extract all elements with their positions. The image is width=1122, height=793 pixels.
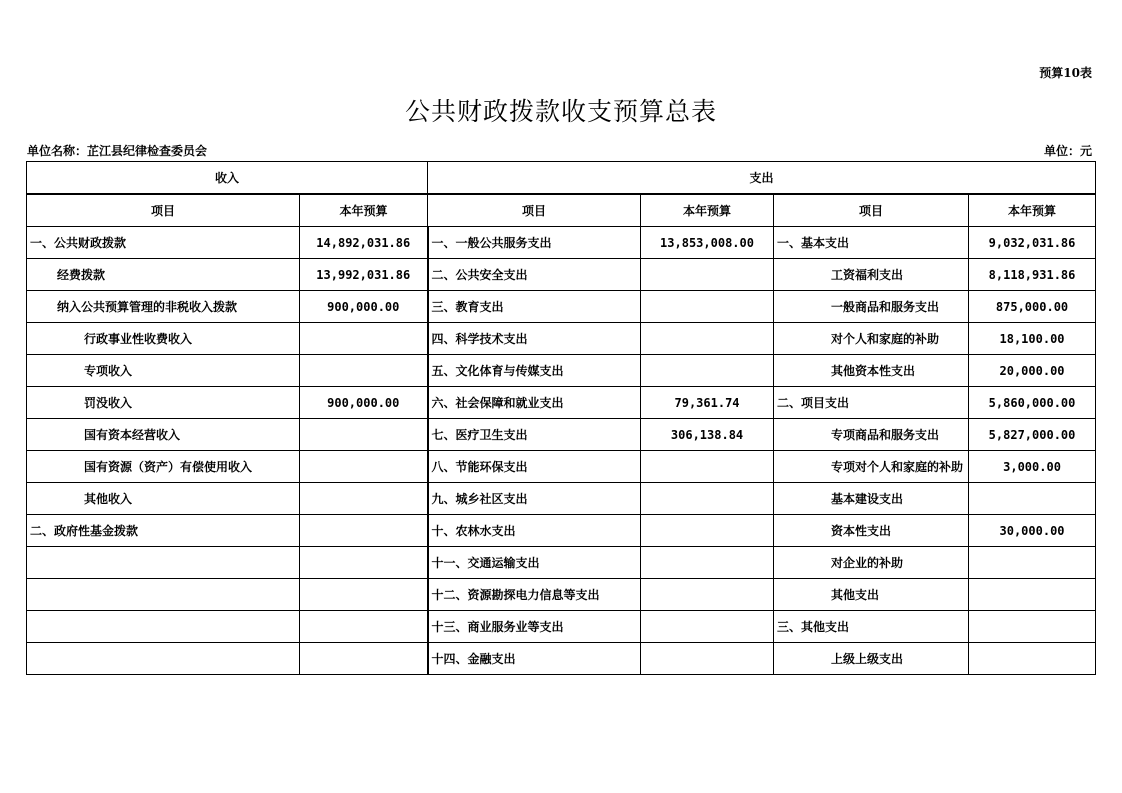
income-value-cell bbox=[300, 579, 428, 611]
income-item-cell: 罚没收入 bbox=[27, 387, 300, 419]
income-item-cell: 经费拨款 bbox=[27, 259, 300, 291]
economic-value-cell: 3,000.00 bbox=[969, 451, 1096, 483]
expense-item-header: 项目 bbox=[428, 194, 641, 227]
expense-item-cell: 九、城乡社区支出 bbox=[428, 483, 641, 515]
form-number: 预算10表 bbox=[1039, 66, 1092, 80]
income-item-cell: 二、政府性基金拨款 bbox=[27, 515, 300, 547]
table-row bbox=[27, 259, 1096, 291]
income-item-header: 项目 bbox=[27, 194, 300, 227]
economic-item-cell: 专项商品和服务支出 bbox=[774, 419, 969, 451]
income-value-cell bbox=[300, 611, 428, 643]
table-row bbox=[27, 227, 1096, 259]
expense-item-cell: 十四、金融支出 bbox=[428, 643, 641, 675]
income-item-cell: 专项收入 bbox=[27, 355, 300, 387]
economic-item-cell: 一般商品和服务支出 bbox=[774, 291, 969, 323]
economic-item-cell: 三、其他支出 bbox=[774, 611, 969, 643]
table-row bbox=[27, 547, 1096, 579]
income-value-cell: 900,000.00 bbox=[300, 291, 428, 323]
income-item-cell bbox=[27, 547, 300, 579]
expense-value-cell bbox=[641, 355, 774, 387]
economic-item-cell: 其他资本性支出 bbox=[774, 355, 969, 387]
economic-value-cell bbox=[969, 643, 1096, 675]
income-value-cell bbox=[300, 419, 428, 451]
economic-value-cell bbox=[969, 611, 1096, 643]
income-item-cell: 国有资本经营收入 bbox=[27, 419, 300, 451]
budget-table-body bbox=[27, 227, 1096, 675]
income-value-cell: 900,000.00 bbox=[300, 387, 428, 419]
expense-item-cell: 四、科学技术支出 bbox=[428, 323, 641, 355]
economic-item-cell: 专项对个人和家庭的补助 bbox=[774, 451, 969, 483]
table-row bbox=[27, 355, 1096, 387]
expense-value-cell bbox=[641, 547, 774, 579]
income-value-cell bbox=[300, 515, 428, 547]
economic-item-cell: 基本建设支出 bbox=[774, 483, 969, 515]
income-value-cell bbox=[300, 483, 428, 515]
expense-item-cell: 十一、交通运输支出 bbox=[428, 547, 641, 579]
income-value-cell: 13,992,031.86 bbox=[300, 259, 428, 291]
economic-budget-header: 本年预算 bbox=[969, 194, 1096, 227]
table-row bbox=[27, 579, 1096, 611]
expense-value-cell bbox=[641, 611, 774, 643]
income-value-cell bbox=[300, 643, 428, 675]
table-row bbox=[27, 451, 1096, 483]
expense-value-cell bbox=[641, 259, 774, 291]
income-item-cell: 国有资源（资产）有偿使用收入 bbox=[27, 451, 300, 483]
economic-value-cell: 5,860,000.00 bbox=[969, 387, 1096, 419]
table-row bbox=[27, 643, 1096, 675]
income-item-cell: 其他收入 bbox=[27, 483, 300, 515]
expense-value-cell bbox=[641, 291, 774, 323]
income-item-cell: 行政事业性收费收入 bbox=[27, 323, 300, 355]
expense-value-cell bbox=[641, 323, 774, 355]
expense-value-cell: 306,138.84 bbox=[641, 419, 774, 451]
expense-value-cell bbox=[641, 643, 774, 675]
economic-item-cell: 二、项目支出 bbox=[774, 387, 969, 419]
economic-item-cell: 上级上级支出 bbox=[774, 643, 969, 675]
income-value-cell bbox=[300, 323, 428, 355]
economic-value-cell: 20,000.00 bbox=[969, 355, 1096, 387]
expense-value-cell bbox=[641, 451, 774, 483]
economic-value-cell: 9,032,031.86 bbox=[969, 227, 1096, 259]
economic-item-cell: 一、基本支出 bbox=[774, 227, 969, 259]
economic-item-cell: 工资福利支出 bbox=[774, 259, 969, 291]
economic-item-cell: 对个人和家庭的补助 bbox=[774, 323, 969, 355]
economic-value-cell: 8,118,931.86 bbox=[969, 259, 1096, 291]
income-value-cell: 14,892,031.86 bbox=[300, 227, 428, 259]
expense-group-header: 支出 bbox=[428, 162, 1096, 195]
expense-item-cell: 三、教育支出 bbox=[428, 291, 641, 323]
income-item-cell bbox=[27, 579, 300, 611]
table-row bbox=[27, 419, 1096, 451]
currency-unit: 单位：元 bbox=[1043, 144, 1092, 158]
economic-value-cell bbox=[969, 547, 1096, 579]
income-item-cell: 一、公共财政拨款 bbox=[27, 227, 300, 259]
economic-value-cell: 875,000.00 bbox=[969, 291, 1096, 323]
expense-item-cell: 七、医疗卫生支出 bbox=[428, 419, 641, 451]
income-value-cell bbox=[300, 547, 428, 579]
expense-value-cell: 79,361.74 bbox=[641, 387, 774, 419]
table-row bbox=[27, 515, 1096, 547]
expense-item-cell: 六、社会保障和就业支出 bbox=[428, 387, 641, 419]
economic-item-header: 项目 bbox=[774, 194, 969, 227]
table-row bbox=[27, 611, 1096, 643]
expense-item-cell: 五、文化体育与传媒支出 bbox=[428, 355, 641, 387]
expense-item-cell: 十、农林水支出 bbox=[428, 515, 641, 547]
income-item-cell bbox=[27, 643, 300, 675]
economic-value-cell bbox=[969, 579, 1096, 611]
economic-item-cell: 资本性支出 bbox=[774, 515, 969, 547]
expense-budget-header: 本年预算 bbox=[641, 194, 774, 227]
economic-value-cell: 30,000.00 bbox=[969, 515, 1096, 547]
expense-item-cell: 八、节能环保支出 bbox=[428, 451, 641, 483]
page-title: 公共财政拨款收支预算总表 bbox=[404, 97, 717, 126]
expense-item-cell: 一、一般公共服务支出 bbox=[428, 227, 641, 259]
income-item-cell bbox=[27, 611, 300, 643]
expense-value-cell bbox=[641, 579, 774, 611]
economic-value-cell bbox=[969, 483, 1096, 515]
table-row bbox=[27, 483, 1096, 515]
table-row bbox=[27, 323, 1096, 355]
income-value-cell bbox=[300, 451, 428, 483]
table-row bbox=[27, 387, 1096, 419]
economic-item-cell: 对企业的补助 bbox=[774, 547, 969, 579]
income-value-cell bbox=[300, 355, 428, 387]
economic-value-cell: 18,100.00 bbox=[969, 323, 1096, 355]
expense-value-cell: 13,853,008.00 bbox=[641, 227, 774, 259]
unit-name: 单位名称：芷江县纪律检查委员会 bbox=[27, 144, 208, 158]
economic-value-cell: 5,827,000.00 bbox=[969, 419, 1096, 451]
economic-item-cell: 其他支出 bbox=[774, 579, 969, 611]
expense-item-cell: 二、公共安全支出 bbox=[428, 259, 641, 291]
budget-table bbox=[26, 161, 1096, 675]
income-item-cell: 纳入公共预算管理的非税收入拨款 bbox=[27, 291, 300, 323]
expense-value-cell bbox=[641, 515, 774, 547]
expense-item-cell: 十二、资源勘探电力信息等支出 bbox=[428, 579, 641, 611]
table-row bbox=[27, 291, 1096, 323]
expense-value-cell bbox=[641, 483, 774, 515]
expense-item-cell: 十三、商业服务业等支出 bbox=[428, 611, 641, 643]
income-group-header: 收入 bbox=[27, 162, 428, 195]
income-budget-header: 本年预算 bbox=[300, 194, 428, 227]
